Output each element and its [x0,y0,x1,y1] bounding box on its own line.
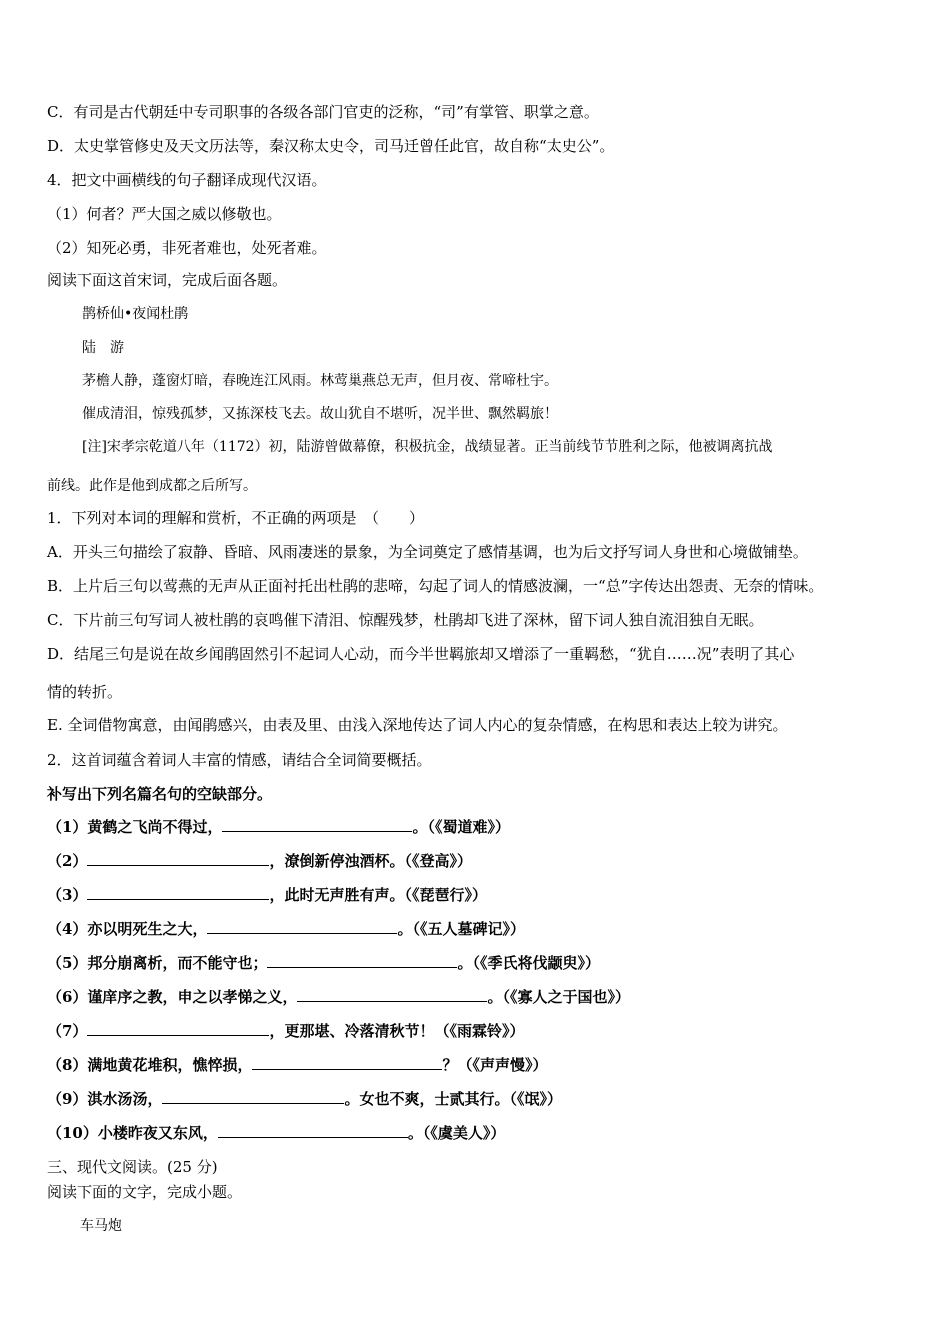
fill-item-suffix: 。（《蜀道难》） [412,818,510,836]
fill-item-prefix: （5）邦分崩离析，而不能守也； [47,954,268,972]
question-2: 2．这首词蕴含着词人丰富的情感，请结合全词简要概括。 [47,751,432,769]
article-title: 车马炮 [80,1218,122,1234]
option-c: C．下片前三句写词人被杜鹃的哀鸣催下清泪、惊醒残梦，杜鹃却飞进了深林，留下词人独自流泪独自无眠。 [47,611,764,629]
poem-stanza-2: 催成清泪，惊残孤梦，又拣深枝飞去。故山犹自不堪听，况半世、飘然羁旅！ [82,406,558,422]
fill-item-7 [47,1021,524,1041]
answer-blank[interactable] [297,987,487,1002]
poem-note-continued: 前线。此作是他到成都之后所写。 [47,478,257,494]
answer-blank[interactable] [87,1021,269,1036]
answer-blank[interactable] [222,817,412,832]
answer-blank[interactable] [252,1055,442,1070]
poem-author: 陆 游 [82,340,124,356]
answer-blank[interactable] [162,1089,344,1104]
poem-section-instruction: 阅读下面这首宋词，完成后面各题。 [47,271,288,289]
poem-stanza-1: 茅檐人静，蓬窗灯暗，春晚连江风雨。林莺巢燕总无声，但月夜、常啼杜宇。 [82,373,558,389]
fill-item-10 [47,1123,505,1143]
fill-item-suffix: ，此时无声胜有声。（《琵琶行》） [269,886,487,904]
fill-item-1 [47,817,510,837]
option-d: D．结尾三句是说在故乡闻鹃固然引不起词人心动，而今半世羁旅却又增添了一重羁愁，“犹自……况”表明了其心 [47,645,795,663]
option-c-line: C．有司是古代朝廷中专司职事的各级各部门官吏的泛称，“司”有掌管、职掌之意。 [47,103,599,121]
fill-item-prefix: （3） [47,886,88,904]
fill-item-prefix: （7） [47,1022,88,1040]
option-d-line: D．太史掌管修史及天文历法等，秦汉称太史令，司马迁曾任此官，故自称“太史公”。 [47,137,615,155]
poem-note: [注]宋孝宗乾道八年（1172）初，陆游曾做幕僚，积极抗金，战绩显著。正当前线节节胜利之际，他被调离抗战 [82,439,773,455]
answer-blank[interactable] [87,851,269,866]
fill-item-suffix: ，潦倒新停浊酒杯。（《登高》） [269,852,472,870]
question-1: 1．下列对本词的理解和赏析，不正确的两项是 （ ） [47,509,425,527]
fill-item-prefix: （9）淇水汤汤， [47,1090,163,1108]
fill-item-9 [47,1089,562,1109]
option-e: E. 全词借物寓意，由闻鹃感兴，由表及里、由浅入深地传达了词人内心的复杂情感，在构思和表达上较为讲究。 [47,716,788,734]
fill-item-prefix: （10）小楼昨夜又东风， [47,1124,218,1142]
fill-item-prefix: （2） [47,852,88,870]
option-b: B．上片后三句以莺燕的无声从正面衬托出杜鹃的悲啼，勾起了词人的情感波澜，一“总”字传达出怨责、无奈的情味。 [47,577,824,595]
fill-item-prefix: （4）亦以明死生之大， [47,920,208,938]
fill-item-suffix: 。（《季氏将伐颛臾》） [457,954,600,972]
fill-item-4 [47,919,525,939]
option-d-continued: 情的转折。 [47,683,123,701]
fill-item-8 [47,1055,547,1075]
question-4-part-1: （1）何者？严大国之威以修敬也。 [47,205,282,223]
section-heading: 三、现代文阅读。(25 分) [47,1158,218,1176]
poem-title: 鹊桥仙•夜闻杜鹃 [82,306,189,322]
answer-blank[interactable] [207,919,397,934]
fill-item-suffix: ？（《声声慢》） [442,1056,548,1074]
fill-item-suffix: 。女也不爽，士贰其行。（《氓》） [344,1090,562,1108]
option-a: A．开头三句描绘了寂静、昏暗、风雨凄迷的景象，为全词奠定了感情基调，也为后文抒写词人身世和心境做铺垫。 [47,543,808,561]
reading-instruction: 阅读下面的文字，完成小题。 [47,1183,243,1201]
question-4-part-2: （2）知死必勇，非死者难也，处死者难。 [47,239,327,257]
fill-item-2 [47,851,472,871]
fill-item-suffix: ，更那堪、冷落清秋节！（《雨霖铃》） [269,1022,525,1040]
fill-item-prefix: （1）黄鹤之飞尚不得过， [47,818,223,836]
fill-item-prefix: （8）满地黄花堆积，憔悴损， [47,1056,253,1074]
fill-in-heading: 补写出下列名篇名句的空缺部分。 [47,785,273,803]
fill-item-suffix: 。（《虞美人》） [407,1124,506,1142]
answer-blank[interactable] [87,885,269,900]
fill-item-suffix: 。（《五人墓碑记》） [397,920,525,938]
question-4: 4．把文中画横线的句子翻译成现代汉语。 [47,171,327,189]
fill-item-3 [47,885,487,905]
fill-item-prefix: （6）谨庠序之教，申之以孝悌之义， [47,988,298,1006]
answer-blank[interactable] [218,1123,408,1138]
fill-item-5 [47,953,600,973]
answer-blank[interactable] [267,953,457,968]
fill-item-6 [47,987,630,1007]
fill-item-suffix: 。（《寡人之于国也》） [487,988,630,1006]
